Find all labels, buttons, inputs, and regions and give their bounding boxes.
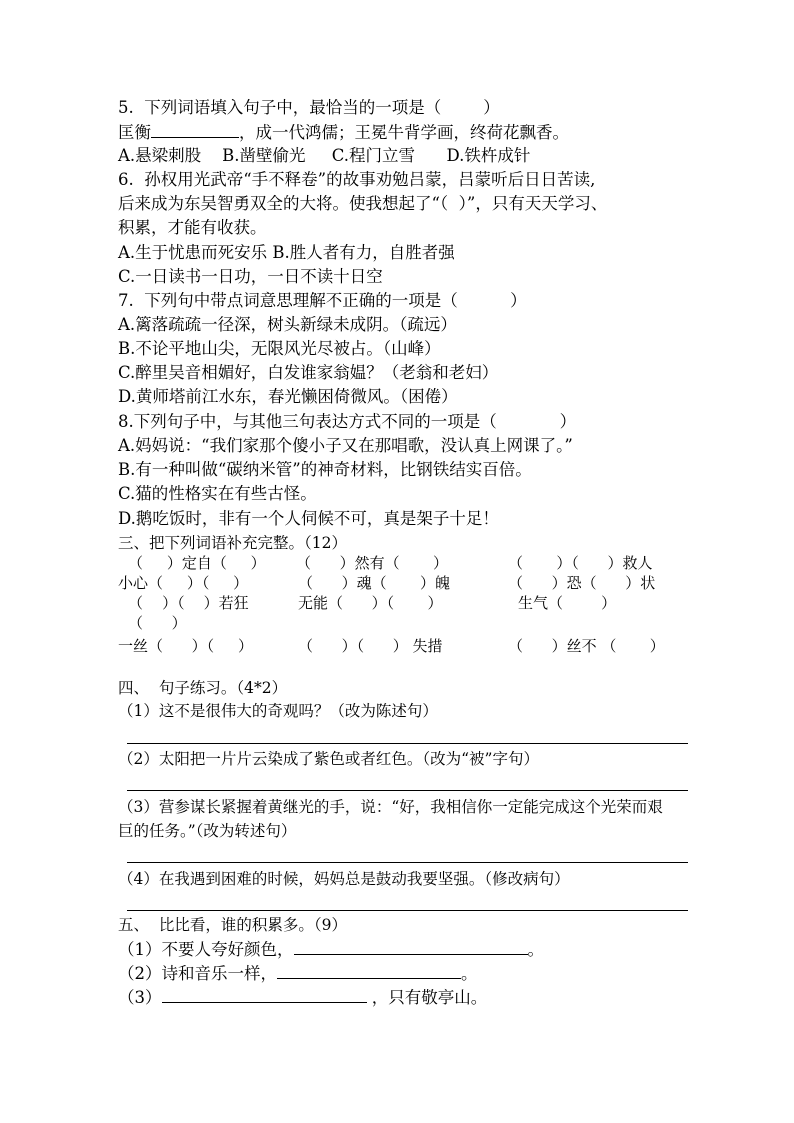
idiom-blank[interactable]: （ ）（ ） 失措: [298, 637, 443, 655]
q8-title: 8.下列句子中，与其他三句表达方式不同的一项是（ ）: [118, 412, 577, 431]
idiom-blank[interactable]: （ ）丝不 （ ）: [508, 637, 665, 655]
s4-answer-line-3[interactable]: [127, 862, 688, 863]
s5-item2-prefix: （2）诗和音乐一样，: [118, 964, 277, 983]
s5-blank-2[interactable]: [277, 962, 461, 979]
q7-option-b: B.不论平地山尖，无限风光尽被占。（山峰）: [118, 339, 441, 358]
q5-stem-after: ，成一代鸿儒；王冕牛背学画，终荷花飘香。: [239, 123, 569, 142]
q6-line3: 积累，才能有收获。: [118, 218, 267, 237]
q6-option-ab: A.生于忧患而死安乐 B.胜人者有力，自胜者强: [118, 243, 455, 262]
s4-answer-line-2[interactable]: [127, 790, 688, 791]
idiom-blank[interactable]: 一丝（ ）（ ）: [118, 637, 253, 655]
idiom-blank[interactable]: （ ）（ ）救人: [508, 554, 653, 572]
q7-option-a: A.篱落疏疏一径深，树头新绿未成阴。（疏远）: [118, 315, 457, 334]
s4-item1: （1）这不是很伟大的奇观吗？（改为陈述句）: [118, 702, 438, 720]
q7-option-d: D.黄师塔前江水东，春光懒困倚微风。（困倦）: [118, 387, 458, 406]
q8-option-d: D.鹅吃饭时，非有一个人伺候不可，真是架子十足！: [118, 509, 499, 528]
s5-blank-3[interactable]: [162, 986, 367, 1003]
q5-options: A.悬梁刺股 B.凿壁偷光 C.程门立雪 D.铁杵成针: [118, 146, 531, 165]
q5-stem: [118, 121, 569, 144]
idiom-blank[interactable]: （ ）（ ）若狂: [128, 594, 249, 612]
s5-item3-prefix: （3）: [118, 988, 162, 1007]
q8-option-a: A.妈妈说：“我们家那个傻小子又在那唱歌，没认真上网课了。”: [118, 436, 573, 455]
s5-item1: [118, 938, 544, 961]
s5-item3-suffix: ，只有敬亭山。: [366, 988, 488, 1007]
q6-option-c: C.一日读书一日功，一日不读十日空: [118, 267, 383, 286]
q8-option-b: B.有一种叫做“碳纳米管”的神奇材料，比钢铁结实百倍。: [118, 460, 532, 479]
s4-answer-line-1[interactable]: [127, 743, 688, 744]
s5-item2: [118, 962, 478, 985]
section5-heading: 五、 比比看，谁的积累多。（9）: [118, 916, 347, 934]
q7-title: 7. 下列句中带点词意思理解不正确的一项是（ ）: [118, 291, 527, 310]
q6-line1: 6. 孙权用光武帝“手不释卷”的故事劝勉吕蒙，吕蒙听后日日苦读,: [118, 170, 596, 189]
q8-option-c: C.猫的性格实在有些古怪。: [118, 484, 317, 503]
q6-line2: 后来成为东吴智勇双全的大将。使我想起了“（ ）”，只有天天学习、: [118, 194, 608, 213]
idiom-blank[interactable]: （ ）定自（ ）: [128, 554, 266, 572]
idiom-blank[interactable]: （ ）: [128, 614, 187, 632]
s4-item2: （2）太阳把一片片云染成了紫色或者红色。（改为“被”字句）: [118, 750, 539, 768]
idiom-blank[interactable]: 小心（ ）（ ）: [118, 574, 249, 592]
s5-item3: [118, 986, 487, 1009]
q5-blank[interactable]: [151, 121, 239, 138]
section3-heading: 三、把下列词语补充完整。（12）: [118, 534, 347, 552]
idiom-blank[interactable]: （ ）魂（ ）魄: [298, 574, 450, 592]
idiom-blank[interactable]: 无能（ ）（ ）: [298, 594, 443, 612]
idiom-blank[interactable]: 生气（ ）: [518, 594, 617, 612]
s4-item3-line1: （3）营参谋长紧握着黄继光的手，说：“好，我相信你一定能完成这个光荣而艰: [118, 798, 663, 816]
s5-item1-prefix: （1）不要人夸好颜色，: [118, 940, 294, 959]
idiom-blank[interactable]: （ ）然有（ ）: [296, 554, 448, 572]
s4-answer-line-4[interactable]: [127, 910, 688, 911]
section4-heading: 四、 句子练习。（4*2）: [118, 679, 288, 697]
s4-item3-line2: 巨的任务。”（改为转述句）: [118, 822, 297, 840]
s5-item2-suffix: 。: [461, 964, 478, 983]
q7-option-c: C.醉里吴音相媚好，白发谁家翁媪？（老翁和老妇）: [118, 363, 499, 382]
s4-item4: （4）在我遇到困难的时候，妈妈总是鼓动我要坚强。（修改病句）: [118, 870, 570, 888]
q5-title: 5. 下列词语填入句子中，最恰当的一项是（ ）: [118, 98, 500, 117]
idiom-blank[interactable]: （ ）恐（ ）状: [508, 574, 656, 592]
s5-blank-1[interactable]: [294, 938, 528, 955]
q5-stem-before: 匡衡: [118, 123, 151, 142]
s5-item1-suffix: 。: [527, 940, 544, 959]
